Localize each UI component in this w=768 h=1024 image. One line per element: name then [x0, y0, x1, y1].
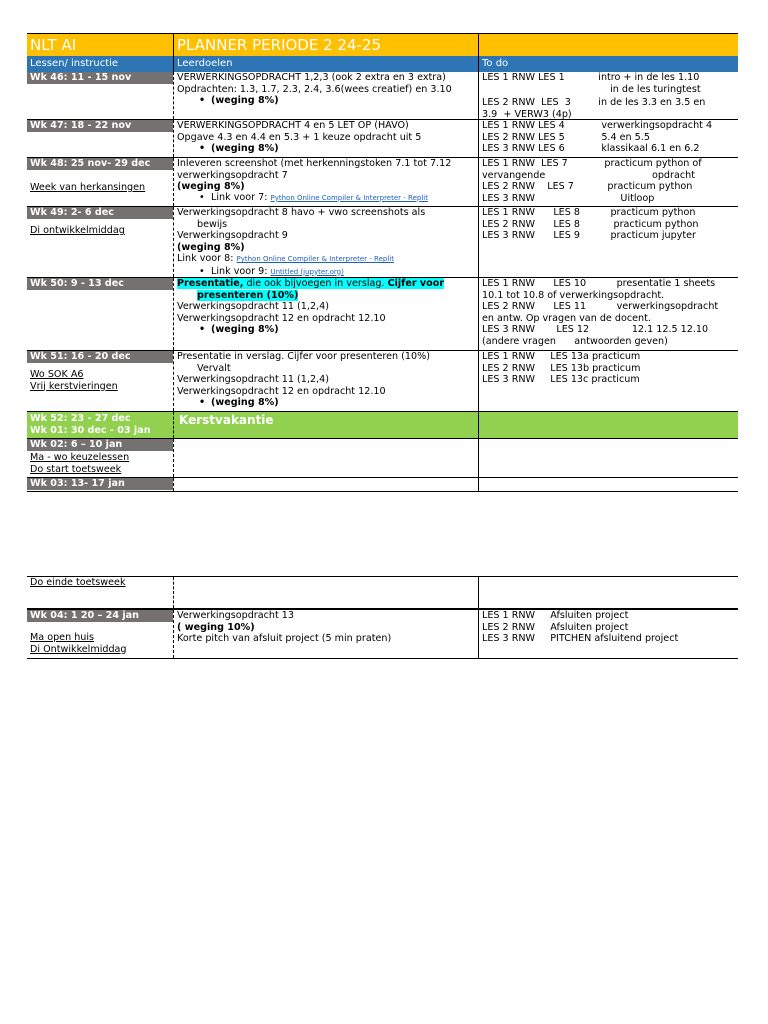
weight-line: • (weging 8%) [177, 95, 478, 107]
week-cell [27, 72, 174, 119]
week-label: Wk 49: 2- 6 dec [27, 207, 173, 219]
todo-cell [479, 439, 738, 477]
week-note: Di Ontwikkelmiddag [30, 643, 127, 655]
week-label: Wk 02: 6 – 10 jan [27, 439, 173, 451]
goal-line: VERWERKINGSOPDRACHT 4 en 5 LET OP (HAVO) [177, 120, 409, 131]
col-lessons-header: Lessen/ instructie [27, 56, 174, 72]
link-line [177, 193, 478, 203]
todo-line: LES 3 RNW Uitloop [482, 192, 655, 204]
week-note: Di ontwikkelmiddag [30, 225, 125, 236]
todo-line: LES 1 RNW LES 8 practicum python [482, 207, 696, 218]
week-cell [27, 412, 174, 438]
goals-cell [174, 278, 479, 350]
week-note: Do start toetsweek [30, 463, 122, 475]
goal-line: Verwerkingsopdracht 11 (1,2,4) [177, 301, 329, 312]
goals-cell [174, 120, 479, 157]
col-todo-header: To do [482, 58, 509, 69]
goal-line [177, 290, 478, 302]
highlight-text: Cijfer voor [387, 278, 445, 289]
weight-line: (weging 8%) [177, 181, 245, 192]
goals-cell [174, 72, 479, 119]
week-row [27, 72, 738, 120]
todo-line: vervangende opdracht [482, 169, 695, 181]
week-row [27, 158, 738, 207]
week-label: Wk 51: 16 - 20 dec [27, 351, 173, 363]
week-cell [27, 120, 174, 157]
planner-table [27, 33, 738, 492]
todo-line: LES 1 RNW LES 7 practicum python of [482, 158, 702, 169]
link-line [177, 253, 478, 266]
todo-line: LES 3 RNW LES 12 12.1 12.5 12.10 [482, 324, 709, 335]
goal-line: Verwerkingsopdracht 9 [177, 230, 288, 241]
week-label: Wk 04: 1 20 – 24 jan [27, 610, 173, 622]
subheader-row [27, 56, 738, 72]
title-empty [479, 34, 738, 56]
goals-cell [174, 478, 479, 491]
weight-line: • (weging 8%) [177, 397, 478, 409]
todo-cell [479, 207, 738, 277]
todo-cell [479, 278, 738, 350]
week-row [27, 577, 738, 610]
goals-cell [174, 158, 479, 206]
todo-line: LES 1 RNW LES 4 verwerkingsopdracht 4 [482, 120, 713, 131]
title-row [27, 34, 738, 56]
todo-line: LES 3 RNW LES 13c practicum [482, 374, 640, 385]
replit-link[interactable]: Python Online Compiler & Interpreter - Replit [270, 193, 428, 202]
highlight-text: presenteren (10%) [197, 289, 299, 301]
todo-line: LES 2 RNW LES 13b practicum [482, 362, 641, 374]
week-cell [27, 478, 174, 491]
week-cell [27, 610, 174, 658]
goals-cell [174, 577, 479, 608]
todo-line: LES 1 RNW LES 10 presentatie 1 sheets [482, 278, 716, 289]
goals-cell [174, 207, 479, 277]
goals-cell [174, 351, 479, 411]
todo-line: LES 2 RNW LES 5 5.4 en 5.5 [482, 131, 650, 143]
week-note: Do einde toetsweek [30, 577, 126, 588]
week-label: Wk 46: 11 - 15 nov [27, 72, 173, 84]
holiday-empty [479, 412, 738, 438]
planner-title: PLANNER PERIODE 2 24-25 [174, 34, 479, 56]
week-note: Ma - wo keuzelessen [30, 452, 130, 463]
todo-line: in de les turingtest [482, 83, 701, 95]
todo-line: LES 3 RNW PITCHEN afsluitend project [482, 633, 679, 644]
todo-line: LES 2 RNW LES 7 practicum python [482, 181, 693, 192]
todo-line: LES 1 RNW LES 13a practicum [482, 351, 641, 362]
week-row [27, 278, 738, 351]
week-note: Wo SOK A6 [30, 369, 84, 380]
link-line [177, 266, 478, 279]
jupyter-link[interactable]: Untitled (jupyter.org) [270, 267, 344, 276]
week-label: Wk 03: 13- 17 jan [27, 478, 173, 490]
week-row [27, 478, 738, 492]
highlight-text: Presentatie, [177, 278, 244, 289]
link-prefix: Link voor 7: [211, 191, 271, 203]
link-prefix: Link voor 8: [177, 253, 237, 264]
todo-cell [479, 577, 738, 608]
todo-line: en antw. Op vragen van de docent. [482, 312, 651, 324]
todo-line: LES 3 RNW LES 9 practicum jupyter [482, 230, 696, 241]
week-note: Vrij kerstvieringen [30, 380, 118, 392]
week-note: Week van herkansingen [30, 182, 146, 193]
week-label: Wk 48: 25 nov- 29 dec [27, 158, 173, 170]
holiday-title: Kerstvakantie [174, 412, 479, 438]
todo-cell [479, 120, 738, 157]
week-cell [27, 278, 174, 350]
link-prefix: Link voor 9: [211, 265, 271, 277]
todo-line: LES 2 RNW LES 8 practicum python [482, 218, 699, 230]
week-cell [27, 158, 174, 206]
holiday-row [27, 412, 738, 439]
week-row [27, 439, 738, 478]
planner-table-continued [27, 576, 738, 659]
week-label: Wk 52: 23 - 27 dec [30, 413, 131, 424]
goal-text: die ook bijvoegen in verslag. [243, 278, 388, 289]
goal-line: Vervalt [197, 362, 231, 374]
replit-link[interactable]: Python Online Compiler & Interpreter - Replit [236, 255, 394, 263]
goal-line: Verwerkingsopdracht 8 havo + vwo screenshots als [177, 207, 426, 218]
week-note: Ma open huis [30, 632, 95, 643]
todo-line: LES 3 RNW LES 6 klassikaal 6.1 en 6.2 [482, 143, 700, 154]
goal-line: Korte pitch van afsluit project (5 min praten) [177, 633, 392, 644]
week-row [27, 610, 738, 659]
week-label: Wk 47: 18 - 22 nov [27, 120, 173, 132]
goal-line: Opdrachten: 1.3, 1.7, 2.3, 2.4, 3.6(wees creatief) en 3.10 [177, 83, 452, 95]
goal-line: Verwerkingsopdracht 11 (1,2,4) [177, 374, 329, 385]
week-cell [27, 351, 174, 411]
todo-line: (andere vragen antwoorden geven) [482, 335, 668, 347]
todo-cell [479, 158, 738, 206]
weight-line: • (weging 8%) [177, 143, 478, 155]
goal-line: verwerkingsopdracht 7 [177, 169, 288, 181]
week-row [27, 207, 738, 278]
week-row [27, 351, 738, 412]
todo-line: 10.1 tot 10.8 of verwerkingsopdracht. [482, 289, 665, 301]
todo-cell [479, 478, 738, 491]
week-cell [27, 577, 174, 608]
col-goals-header: Leerdoelen [174, 56, 479, 72]
goal-line [177, 278, 478, 290]
week-row [27, 120, 738, 158]
todo-line: LES 2 RNW Afsluiten project [482, 621, 629, 633]
weight-line: (weging 8%) [177, 241, 245, 253]
todo-line: LES 2 RNW LES 3 in de les 3.3 en 3.5 en [482, 97, 706, 108]
goal-line: bewijs [197, 218, 228, 230]
subject-title: NLT AI [27, 34, 174, 56]
goal-line: Opgave 4.3 en 4.4 en 5.3 + 1 keuze opdracht uit 5 [177, 131, 422, 143]
weight-line: ( weging 10%) [177, 621, 255, 633]
todo-line: LES 1 RNW Afsluiten project [482, 610, 629, 621]
todo-line: LES 2 RNW LES 11 verwerkingsopdracht [482, 301, 719, 312]
week-cell [27, 439, 174, 477]
todo-cell [479, 610, 738, 658]
goal-line: Verwerkingsopdracht 12 en opdracht 12.10 [177, 312, 386, 324]
todo-cell [479, 351, 738, 411]
goal-line: Presentatie in verslag. Cijfer voor presenteren (10%) [177, 351, 430, 362]
goals-cell [174, 610, 479, 658]
week-label: Wk 01: 30 dec - 03 jan [30, 424, 151, 436]
goal-line: VERWERKINGSOPDRACHT 1,2,3 (ook 2 extra en 3 extra) [177, 72, 446, 83]
todo-cell [479, 72, 738, 119]
todo-line: 3.9 + VERW3 (4p) [482, 108, 572, 120]
week-cell [27, 207, 174, 277]
todo-line: LES 1 RNW LES 1 intro + in de les 1.10 [482, 72, 700, 83]
week-label: Wk 50: 9 - 13 dec [27, 278, 173, 290]
goal-line: Verwerkingsopdracht 13 [177, 610, 294, 621]
weight-line: • (weging 8%) [177, 324, 478, 336]
goals-cell [174, 439, 479, 477]
goal-line: Inleveren screenshot (met herkenningstoken 7.1 tot 7.12 [177, 158, 452, 169]
goal-line: Verwerkingsopdracht 12 en opdracht 12.10 [177, 385, 386, 397]
